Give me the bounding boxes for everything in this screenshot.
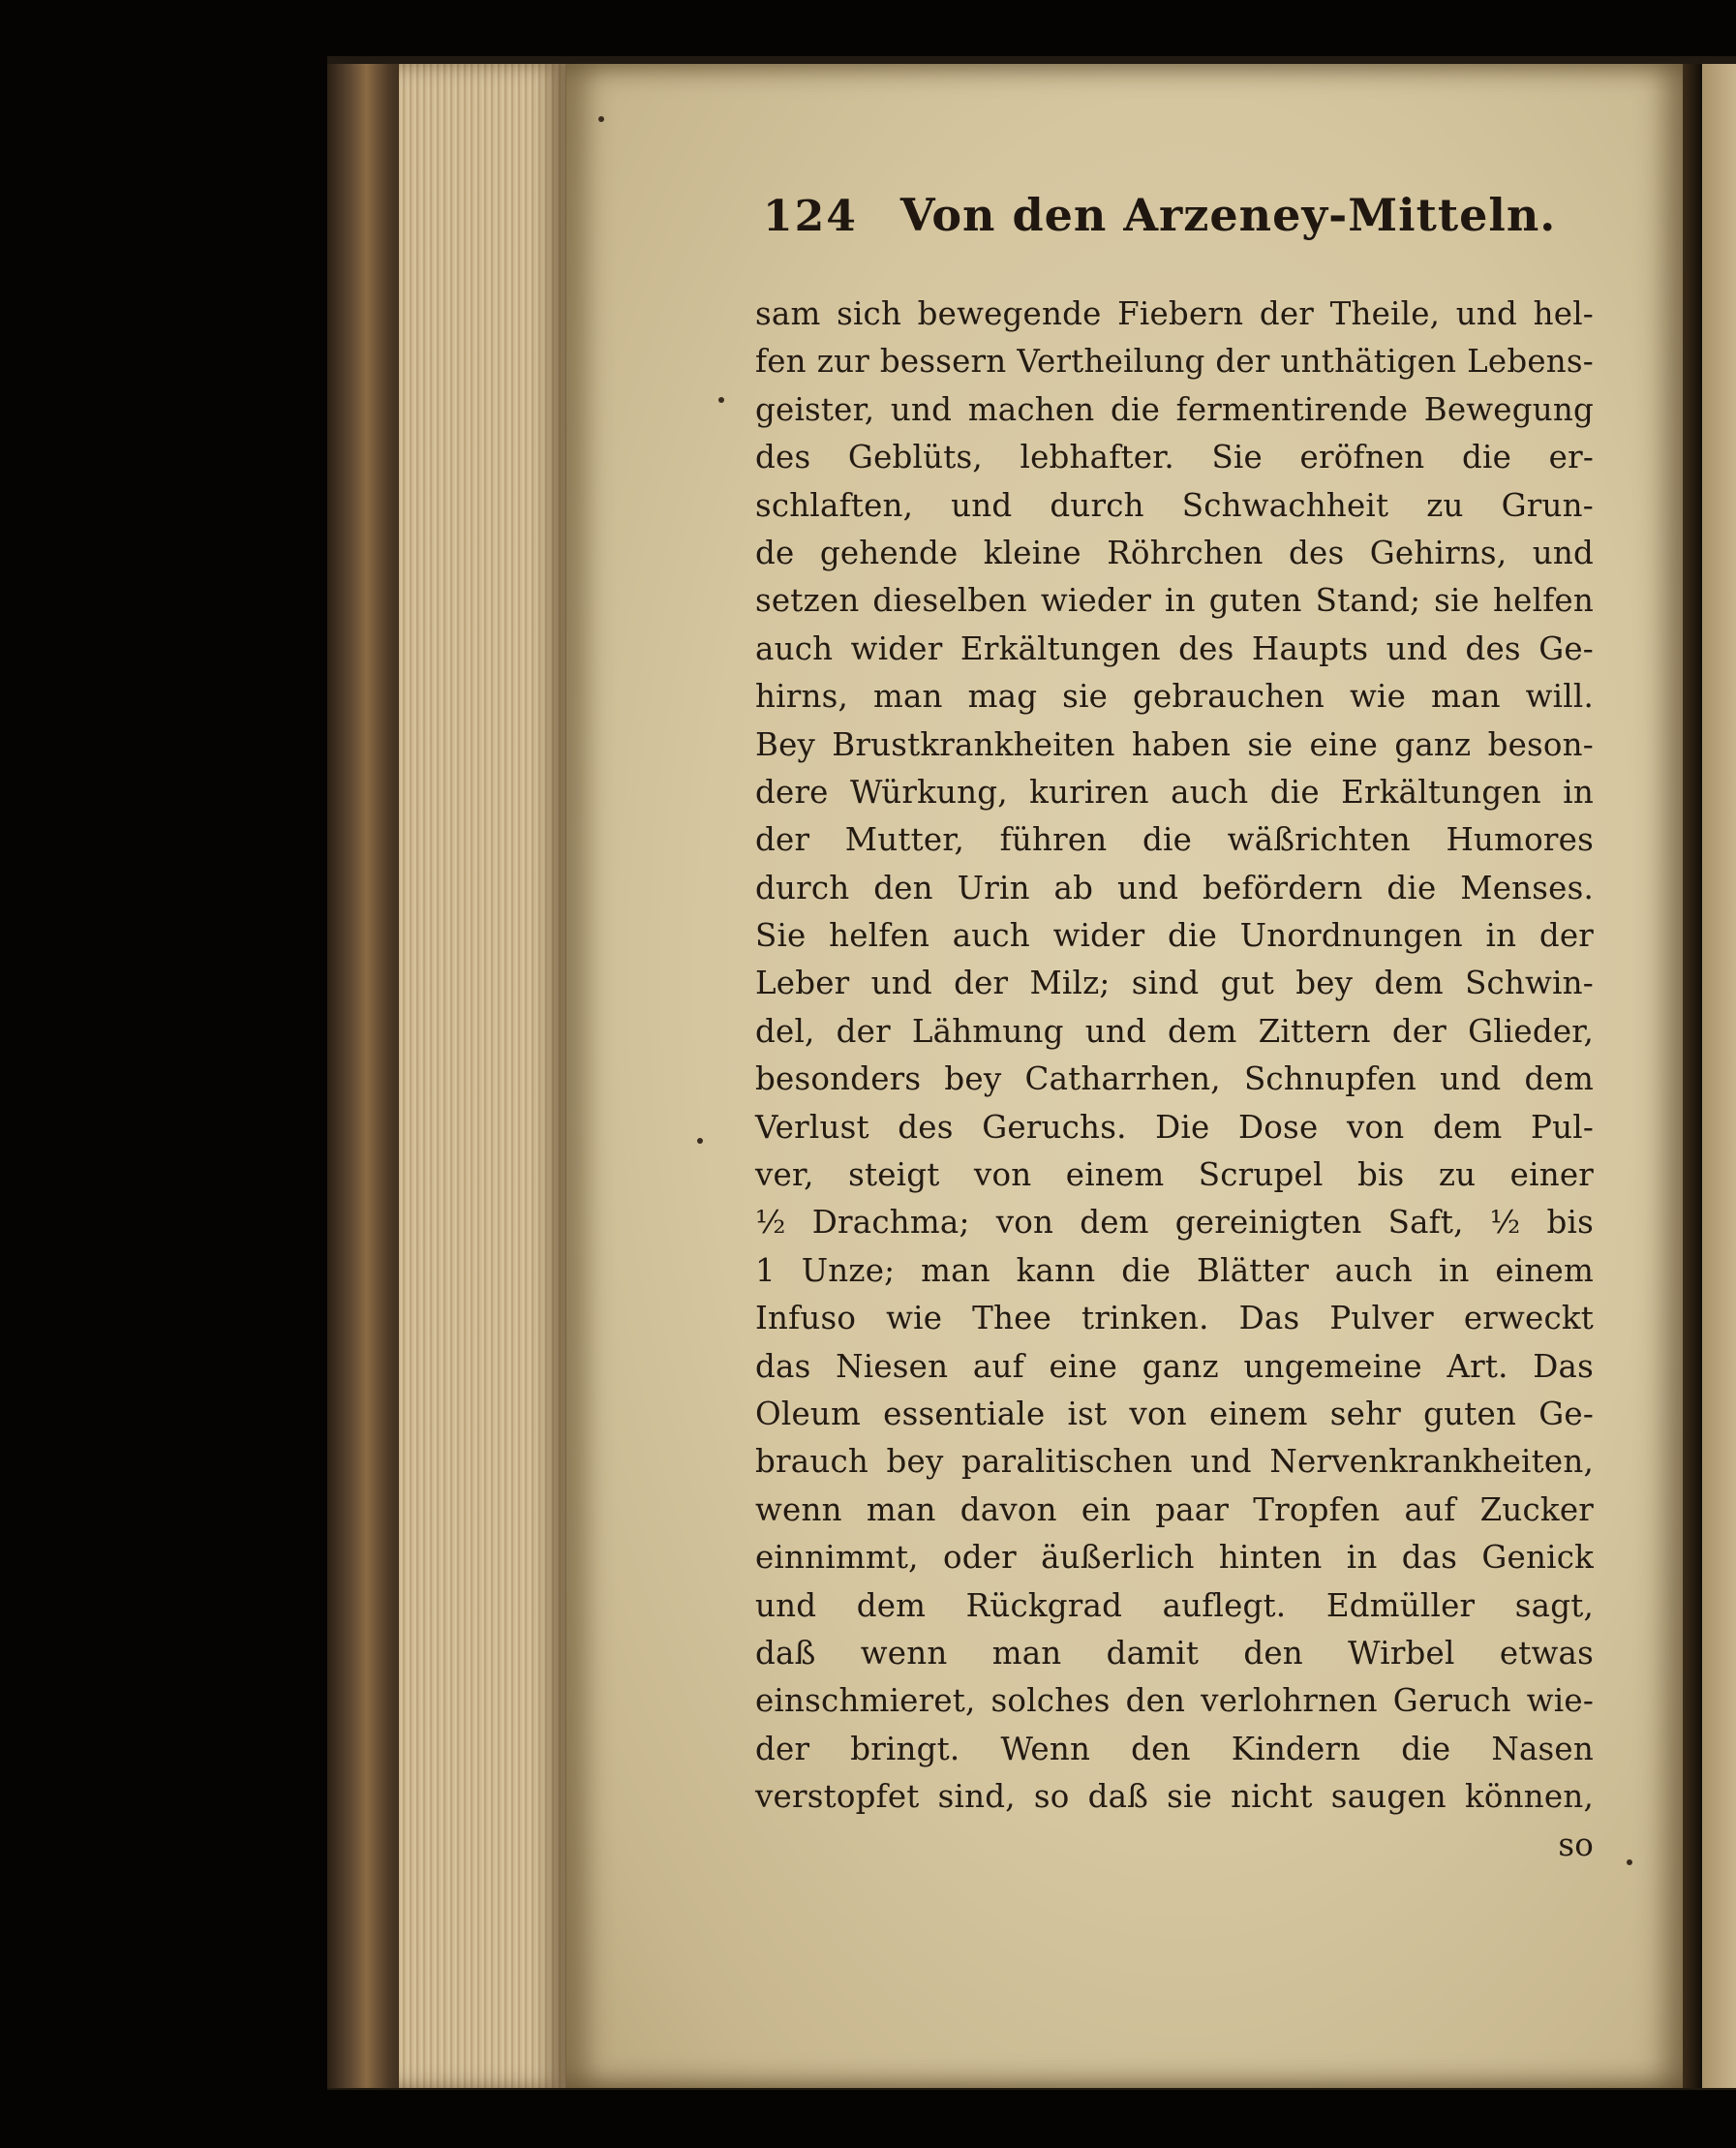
- page-edges: [399, 64, 568, 2088]
- page-gutter: [1683, 64, 1702, 2088]
- text-line: Sie helfen auch wider die Unordnungen in der: [755, 917, 1594, 955]
- text-line: ver, steigt von einem Scrupel bis zu einer: [755, 1156, 1594, 1194]
- page-number: 124: [763, 192, 858, 241]
- body-text: [755, 291, 1594, 1869]
- text-line: dere Würkung, kuriren auch die Erkältungen in: [755, 773, 1594, 811]
- text-line: verstopfet sind, so daß sie nicht saugen können,: [755, 1778, 1594, 1816]
- foxing-spot: [598, 116, 604, 122]
- text-line: Bey Brustkrankheiten haben sie eine ganz beson-: [755, 725, 1594, 763]
- text-line: das Niesen auf eine ganz ungemeine Art. Das: [755, 1347, 1594, 1385]
- text-line: einschmieret, solches den verlohrnen Geruch wie-: [755, 1682, 1594, 1720]
- text-line: de gehende kleine Röhrchen des Gehirns, und: [755, 534, 1594, 571]
- facing-page-edge: [1702, 64, 1736, 2088]
- text-line: geister, und machen die fermentirende Bewegung: [755, 390, 1594, 428]
- text-line: wenn man davon ein paar Tropfen auf Zucker: [755, 1490, 1594, 1528]
- text-line: Leber und der Milz; sind gut bey dem Schwin-: [755, 965, 1594, 1002]
- text-line: schlaften, und durch Schwachheit zu Grun-: [755, 486, 1594, 524]
- text-line: auch wider Erkältungen des Haupts und des Ge-: [755, 629, 1594, 667]
- text-line: und dem Rückgrad auflegt. Edmüller sagt,: [755, 1586, 1594, 1624]
- foxing-spot: [697, 1138, 703, 1144]
- text-line: del, der Lähmung und dem Zittern der Glieder,: [755, 1012, 1594, 1050]
- text-line: besonders bey Catharrhen, Schnupfen und dem: [755, 1060, 1594, 1098]
- foxing-spot: [1627, 1859, 1632, 1865]
- text-line: der Mutter, führen die wäßrichten Humores: [755, 821, 1594, 859]
- text-line: ½ Drachma; von dem gereinigten Saft, ½ bis: [755, 1204, 1594, 1242]
- text-line: fen zur bessern Vertheilung der unthätigen Lebens-: [755, 343, 1594, 381]
- text-line: einnimmt, oder äußerlich hinten in das Genick: [755, 1539, 1594, 1577]
- foxing-spot: [718, 397, 724, 403]
- running-title: Von den Arzeney-Mitteln.: [899, 189, 1557, 241]
- catchword: so: [1558, 1826, 1594, 1863]
- text-line: Oleum essentiale ist von einem sehr guten Ge-: [755, 1395, 1594, 1432]
- text-line: brauch bey paralitischen und Nervenkrankheiten,: [755, 1443, 1594, 1481]
- text-line: durch den Urin ab und befördern die Menses.: [755, 869, 1594, 906]
- running-head: [763, 189, 1634, 257]
- text-line: Infuso wie Thee trinken. Das Pulver erweckt: [755, 1300, 1594, 1337]
- text-line: sam sich bewegende Fiebern der Theile, und hel-: [755, 295, 1594, 332]
- text-line: daß wenn man damit den Wirbel etwas: [755, 1634, 1594, 1672]
- text-line: hirns, man mag sie gebrauchen wie man will.: [755, 678, 1594, 716]
- text-line: 1 Unze; man kann die Blätter auch in einem: [755, 1251, 1594, 1289]
- text-line: der bringt. Wenn den Kindern die Nasen: [755, 1730, 1594, 1767]
- text-line: setzen dieselben wieder in guten Stand; sie helfen: [755, 582, 1594, 620]
- text-line: des Geblüts, lebhafter. Sie eröfnen die er-: [755, 439, 1594, 476]
- text-line: Verlust des Geruchs. Die Dose von dem Pul-: [755, 1108, 1594, 1146]
